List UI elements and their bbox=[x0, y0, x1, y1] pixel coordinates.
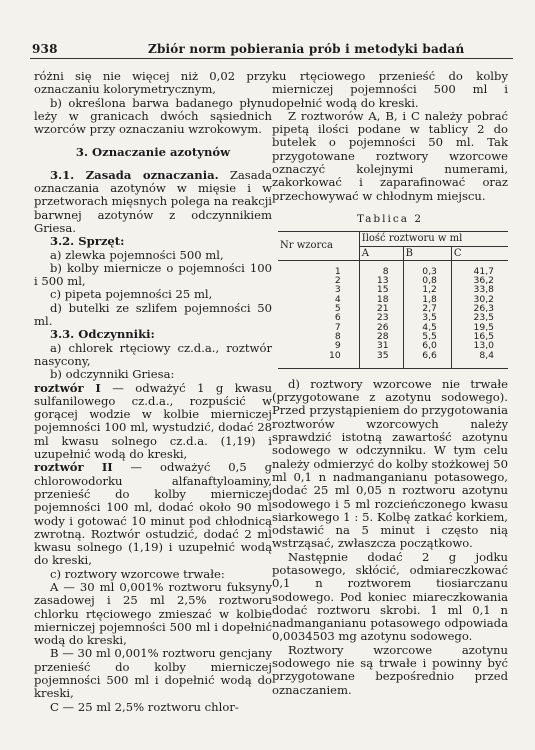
cell-value: 6,0 bbox=[403, 341, 451, 350]
cell-nr: 3 bbox=[278, 285, 359, 294]
col-header-b: B bbox=[403, 246, 451, 260]
cell-nr: 7 bbox=[278, 323, 359, 332]
cell-nr: 5 bbox=[278, 304, 359, 313]
cell-value: 23,5 bbox=[451, 313, 508, 322]
section-3-2-label: 3.2. Sprzęt: bbox=[50, 234, 125, 249]
solution-1-label: roztwór I bbox=[34, 380, 101, 395]
col-header-a: A bbox=[359, 246, 403, 260]
cell-value: 8 bbox=[359, 260, 403, 276]
cell-nr: 1 bbox=[278, 260, 359, 276]
cell-value: 2,7 bbox=[403, 304, 451, 313]
cell-nr: 9 bbox=[278, 341, 359, 350]
cell-value: 23 bbox=[359, 313, 403, 322]
standard-c: C — 25 ml 2,5% roztworu chlor- bbox=[50, 699, 239, 714]
col-header-group: Ilość roztworu w ml bbox=[359, 232, 508, 246]
reagent-a: a) chlorek rtęciowy cz.d.a., roztwór nasycony, bbox=[34, 340, 272, 368]
solution-1-text: — odważyć 1 g kwasu sulfanilowego cz.d.a., rozpuścić w gorącej wodzie w kolbie mierniczej pojemności 100 ml, wystudzić, dodać 28 ml kwasu solnego cz.d.a. (1,19) i uzupełnić wodą do kreski, bbox=[34, 380, 273, 462]
cell-value: 8,4 bbox=[451, 351, 508, 369]
paragraph-continuation: różni się nie więcej niż 0,02 przy oznaczaniu kolorymetrycznym, bbox=[34, 69, 272, 97]
section-3-1 bbox=[34, 169, 272, 235]
equipment-d: d) butelki ze szlifem pojemności 50 ml. bbox=[34, 300, 272, 329]
equipment-c: c) pipeta pojemności 25 ml, bbox=[50, 287, 213, 302]
cell-nr: 10 bbox=[278, 351, 359, 369]
cell-value: 0,8 bbox=[403, 276, 451, 285]
col-header-nr: Nr wzorca bbox=[278, 232, 359, 261]
table-row bbox=[278, 341, 508, 350]
page-number: 938 bbox=[32, 42, 58, 56]
cell-value: 3,5 bbox=[403, 313, 451, 322]
solution-2-label: roztwór II bbox=[34, 460, 113, 475]
standard-b: B — 30 ml 0,001% roztworu gencjany przenieść do kolby mierniczej pojemności 500 ml i dopełnić wodą do kreski, bbox=[34, 646, 272, 701]
page-header bbox=[30, 38, 513, 59]
cell-value: 15 bbox=[359, 285, 403, 294]
cell-value: 35 bbox=[359, 351, 403, 369]
cell-value: 1,2 bbox=[403, 285, 451, 294]
cell-value: 41,7 bbox=[451, 260, 508, 276]
solution-2-text: — odważyć 0,5 g chlorowodorku alfanaftyloaminy, przenieść do kolby mierniczej pojemności 100 ml, dodać około 90 ml wody i gotować 10 minut pod chłodnicą zwrotną. Roztwór ostudzić, dodać 2 ml kwasu solnego (1,19) i uzupełnić wodą do kreski, bbox=[34, 460, 272, 568]
standard-a: A — 30 ml 0,001% roztworu fuksyny zasadowej i 25 ml 2,5% roztworu chlorku rtęciowego zmieszać w kolbie mierniczej pojemności 500 ml i dopełnić wodą do kreski, bbox=[34, 579, 272, 648]
cell-value: 5,5 bbox=[403, 332, 451, 341]
table-row bbox=[278, 351, 508, 369]
cell-value: 30,2 bbox=[451, 295, 508, 304]
solution-1 bbox=[34, 382, 272, 462]
cell-nr: 2 bbox=[278, 276, 359, 285]
cell-value: 13 bbox=[359, 276, 403, 285]
equipment-b: b) kolby miernicze o pojemności 100 i 500 ml, bbox=[34, 260, 272, 289]
right-column bbox=[272, 70, 508, 697]
cell-value: 1,8 bbox=[403, 295, 451, 304]
paragraph-b: b) określona barwa badanego płynu leży w granicach dwóch sąsiednich wzorców przy oznaczaniu wzrokowym. bbox=[34, 95, 272, 137]
reagent-c: c) roztwory wzorcowe trwałe: bbox=[50, 566, 225, 581]
running-title: Zbiór norm pobierania prób i metodyki badań bbox=[148, 42, 465, 56]
cell-value: 26 bbox=[359, 323, 403, 332]
table-body bbox=[278, 260, 508, 368]
cell-value: 28 bbox=[359, 332, 403, 341]
table-row bbox=[278, 260, 508, 276]
cell-value: 36,2 bbox=[451, 276, 508, 285]
col-header-c: C bbox=[451, 246, 508, 260]
cell-value: 26,3 bbox=[451, 304, 508, 313]
paragraph-titration: Następnie dodać 2 g jodku potasowego, skłócić, odmiareczkować 0,1 n roztworem tiosiarczanu sodowego. Pod koniec miareczkowania dodać roztworu skrobi. 1 ml 0,1 n nadmanganianu potasowego odpowiada 0,0034503 mg azotynu sodowego. bbox=[272, 549, 508, 644]
cell-nr: 4 bbox=[278, 295, 359, 304]
cell-value: 4,5 bbox=[403, 323, 451, 332]
cell-value: 6,6 bbox=[403, 351, 451, 369]
cell-value: 21 bbox=[359, 304, 403, 313]
cell-value: 33,8 bbox=[451, 285, 508, 294]
reagent-b: b) odczynniki Griesa: bbox=[50, 367, 175, 382]
section-heading: 3. Oznaczanie azotynów bbox=[75, 145, 231, 160]
cell-value: 13,0 bbox=[451, 341, 508, 350]
cell-value: 31 bbox=[359, 341, 403, 350]
section-3-3-label: 3.3. Odczynniki: bbox=[50, 327, 155, 342]
paragraph-d: d) roztwory wzorcowe nie trwałe (przygotowane z azotynu sodowego). Przed przystąpieniem do przygotowania roztworów wzorcowych należy sprawdzić istotną zawartość azotynu sodowego w odczynniku. W tym celu należy odmierzyć do kolby stożkowej 50 ml 0,1 n nadmanganianu potasowego, dodać 25 ml 0,05 n roztworu azotynu sodowego i 5 ml rozcieńczonego kwasu siarkowego 1 : 5. Kolbę zatkać korkiem, odstawić na 5 minut i często nią wstrząsać, zwłaszcza początkowo. bbox=[272, 376, 508, 551]
cell-value: 16,5 bbox=[451, 332, 508, 341]
cell-nr: 6 bbox=[278, 313, 359, 322]
cell-value: 19,5 bbox=[451, 323, 508, 332]
paragraph-preparation: Z roztworów A, B, i C należy pobrać pipetą ilości podane w tablicy 2 do butelek o pojemności 50 ml. Tak przygotowane roztwory wzorcowe oznaczyć kolejnymi numerami, zakorkować i zaparafinować oraz przechowywać w chłodnym miejscu. bbox=[272, 108, 508, 203]
table-2 bbox=[278, 231, 508, 369]
paragraph-continuation-right: ku rtęciowego przenieść do kolby mierniczej pojemności 500 ml i dopełnić wodą do kreski. bbox=[272, 69, 508, 110]
solution-2 bbox=[34, 461, 272, 567]
paragraph-final: Roztwory wzorcowe azotynu sodowego nie są trwałe i powinny być przygotowane bezpośrednio przed oznaczaniem. bbox=[272, 642, 508, 697]
cell-nr: 8 bbox=[278, 332, 359, 341]
section-3-1-text: Zasada oznaczania azotynów w mięsie i w przetworach mięsnych polega na reakcji barwnej azotynów z odczynnikiem Griesa. bbox=[34, 167, 272, 235]
section-3-1-label: 3.1. Zasada oznaczania. bbox=[50, 167, 219, 182]
cell-value: 18 bbox=[359, 295, 403, 304]
equipment-a: a) zlewka pojemności 500 ml, bbox=[50, 247, 224, 262]
cell-value: 0,3 bbox=[403, 260, 451, 276]
left-column bbox=[34, 70, 272, 714]
table-caption: Tablica 2 bbox=[356, 212, 424, 225]
